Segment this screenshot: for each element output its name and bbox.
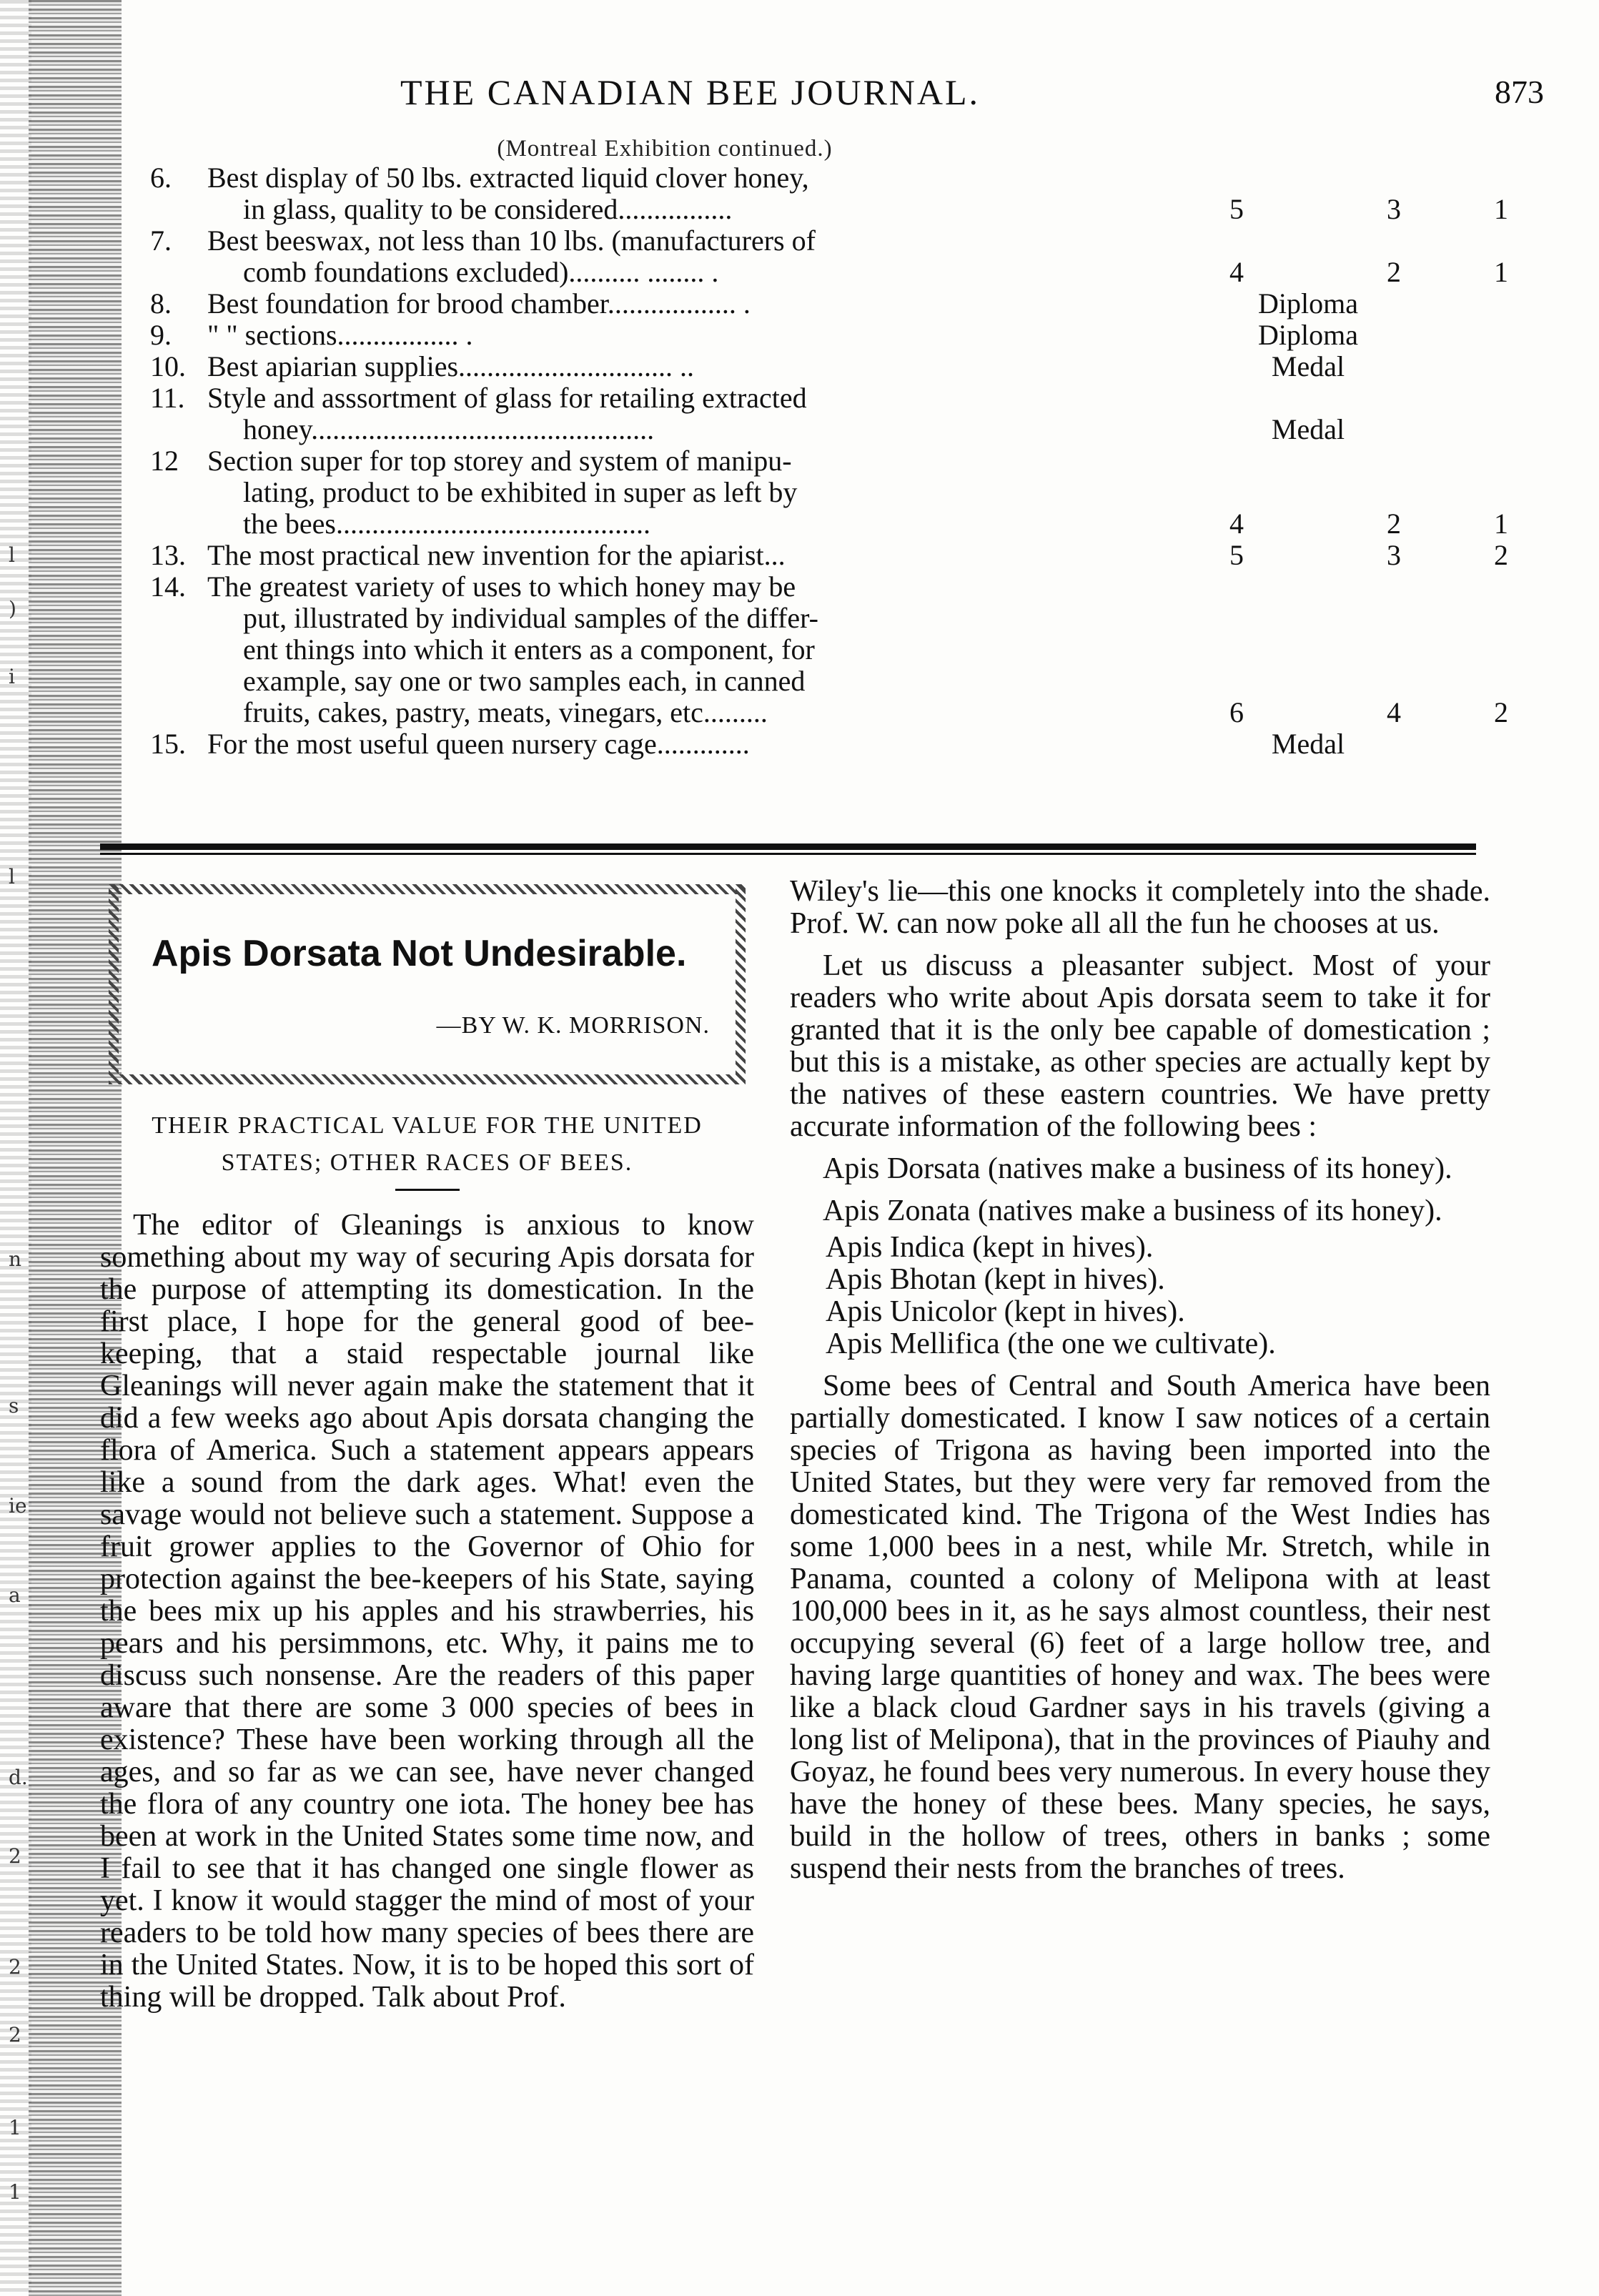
prize-empty — [1465, 351, 1537, 382]
prize-p2: 2 — [1387, 508, 1401, 540]
prize-row — [150, 540, 1537, 571]
prize-description — [207, 540, 1151, 571]
prize-description — [207, 445, 1151, 540]
prize-description-line: example, say one or two samples each, in canned — [243, 665, 806, 697]
binding-edge — [0, 0, 31, 2296]
prize-number: 8. — [150, 287, 172, 320]
prize-p1: 6 — [1229, 696, 1244, 728]
article-subhead — [100, 1107, 754, 1182]
margin-mark: 2 — [9, 1955, 21, 1979]
bee-list-item: Apis Unicolor (kept in hives). — [826, 1295, 1185, 1328]
margin-mark: 1 — [9, 2180, 21, 2204]
article-paragraph: Some bees of Central and South America have been partially domesticated. I know I saw notices of a certain species of Trigona as having been imported into the United States, but they were very far removed from the domesticated kind. The Trigona of the West Indies has some 1,000 bees in a nest, while Mr. Stretch, while in Panama, counted a colony of Melipona with at least 100,000 bees in it, as he says almost countless, their nest occupying several (6) feet of a large hollow tree, and having large quantities of honey and wax. The bees were like a black cloud Gardner says in his travels (giving a long list of Melipona), that in the provinces of Piauhy and Goyaz, he found bees very numerous. In every house they have the honey of these bees. Many species, he says, build in the hollow of trees, others in banks ; some suspend their nests from the branches of trees. — [790, 1370, 1490, 1885]
prize-empty — [1465, 320, 1537, 351]
prize-p3: 1 — [1494, 256, 1508, 288]
bee-list-item: Apis Indica (kept in hives). — [826, 1231, 1154, 1264]
prize-p2: 3 — [1387, 193, 1401, 225]
margin-mark: l — [9, 543, 15, 567]
prize-description — [207, 351, 1151, 382]
margin-mark: 1 — [9, 2116, 21, 2139]
prize-row — [150, 225, 1537, 288]
prize-award: Medal — [1271, 728, 1345, 760]
prize-p1: 4 — [1229, 508, 1244, 540]
prize-row — [150, 382, 1537, 445]
prize-description-line: comb foundations excluded).......... ........ . — [243, 256, 719, 288]
prize-row — [150, 288, 1537, 320]
prize-empty — [1465, 288, 1537, 320]
prize-row — [150, 351, 1537, 382]
prize-description-line: fruits, cakes, pastry, meats, vinegars, etc......... — [243, 696, 768, 728]
margin-mark: ie — [9, 1494, 27, 1518]
margin-mark: s — [9, 1394, 19, 1417]
prize-number: 12 — [150, 445, 179, 477]
prize-p1: 4 — [1229, 256, 1244, 288]
subhead-line: THEIR PRACTICAL VALUE FOR THE UNITED — [152, 1112, 703, 1139]
subhead-line: STATES; OTHER RACES OF BEES. — [221, 1149, 633, 1176]
prize-p3: 2 — [1494, 696, 1508, 728]
prize-p3: 1 — [1494, 193, 1508, 225]
margin-mark: l — [9, 865, 15, 889]
prize-p2: 2 — [1387, 256, 1401, 288]
page-number: 873 — [1495, 74, 1544, 110]
bee-entry: Apis Zonata (natives make a business of its honey). — [823, 1194, 1442, 1227]
prize-award: Medal — [1271, 350, 1345, 382]
prize-p2: 3 — [1387, 539, 1401, 571]
prize-row — [150, 320, 1537, 351]
prize-table — [150, 136, 1537, 760]
prize-description — [207, 225, 1151, 288]
prize-description-line: put, illustrated by individual samples of the differ- — [243, 602, 818, 634]
prize-row — [150, 162, 1537, 225]
prize-empty — [1465, 382, 1537, 445]
bee-list — [826, 1232, 1490, 1360]
prize-number: 9. — [150, 319, 172, 351]
prize-description-line: Best foundation for brood chamber.................. . — [207, 287, 751, 320]
section-divider-thin — [100, 853, 1476, 855]
article-title: Apis Dorsata Not Undesirable. — [152, 933, 687, 974]
prize-row — [150, 445, 1537, 540]
margin-mark: 2 — [9, 2023, 21, 2047]
prize-description-line: The most practical new invention for the apiarist... — [207, 539, 786, 571]
prize-row — [150, 571, 1537, 728]
prize-description-line: Best apiarian supplies.............................. .. — [207, 350, 695, 382]
prize-description-line: lating, product to be exhibited in super as left by — [243, 476, 798, 508]
prize-description-line: " " sections................. . — [207, 319, 473, 351]
prize-description — [207, 288, 1151, 320]
margin-mark: 2 — [9, 1844, 21, 1868]
margin-mark: i — [9, 665, 15, 688]
margin-mark: a — [9, 1583, 21, 1607]
prize-description-line: Section super for top storey and system of manipu- — [207, 445, 792, 477]
prize-number: 11. — [150, 382, 185, 414]
prize-description-line: For the most useful queen nursery cage............. — [207, 728, 750, 760]
prize-description-line: Best display of 50 lbs. extracted liquid clover honey, — [207, 162, 809, 194]
article-byline: —BY W. K. MORRISON. — [436, 1012, 710, 1039]
prize-p3: 1 — [1494, 508, 1508, 540]
margin-mark: d. — [9, 1766, 28, 1789]
prize-award: Diploma — [1258, 287, 1358, 320]
prize-description-line: in glass, quality to be considered................ — [243, 193, 733, 225]
margin-mark: n — [9, 1247, 22, 1271]
page-header — [400, 71, 1544, 122]
prize-number: 7. — [150, 224, 172, 257]
prize-description — [207, 320, 1151, 351]
article-title-box — [100, 876, 754, 1093]
bee-entry: Apis Dorsata (natives make a business of its honey). — [823, 1152, 1452, 1185]
journal-title: THE CANADIAN BEE JOURNAL. — [400, 72, 981, 112]
article-paragraph: The editor of Gleanings is anxious to know something about my way of securing Apis dorsata for the purpose of attempting its domestication. In the first place, I hope for the general good of bee-keeping, that a staid respectable journal like Gleanings will never again make the statement that it did a few weeks ago about Apis dorsata changing the flora of America. Such a statement appears appears like a sound from the dark ages. What! even the savage would not believe such a statement. Suppose a fruit grower applies to the Governor of Ohio for protection against the bee-keepers of his State, saying the bees mix up his apples and his strawberries, his pears and his persimmons, etc. Why, it pains me to discuss such nonsense. Are the readers of this paper aware that there are some 3 000 species of bees in existence? These have been working through all the ages, and so far as we can see, have never changed the flora of any country one iota. The honey bee has been at work in the United States some time now, and I fail to see that it has changed one single flower as yet. I know it would stagger the mind of most of your readers to be told how many species of bees there are in the United States. Now, it is to be hoped this sort of thing will be dropped. Talk about Prof. — [100, 1209, 754, 2014]
continued-label: (Montreal Exhibition continued.) — [497, 136, 833, 162]
prize-rows — [150, 162, 1537, 760]
prize-description-line: Style and asssortment of glass for retailing extracted — [207, 382, 807, 414]
prize-row — [150, 728, 1537, 760]
prize-p3: 2 — [1494, 539, 1508, 571]
prize-description-line: ent things into which it enters as a component, for — [243, 633, 815, 665]
prize-award: Diploma — [1258, 319, 1358, 351]
prize-p2: 4 — [1387, 696, 1401, 728]
prize-description-line: The greatest variety of uses to which honey may be — [207, 570, 796, 603]
article-right-column — [790, 876, 1490, 1885]
short-rule — [395, 1189, 460, 1191]
prize-p1: 5 — [1229, 193, 1244, 225]
prize-description-line: Best beeswax, not less than 10 lbs. (manufacturers of — [207, 224, 816, 257]
prize-empty — [1465, 728, 1537, 760]
section-divider — [100, 843, 1476, 850]
article-paragraph: Wiley's lie—this one knocks it completely into the shade. Prof. W. can now poke all all the fun he chooses at us. — [790, 875, 1490, 940]
bee-list-item: Apis Mellifica (the one we cultivate). — [826, 1327, 1276, 1360]
prize-number: 13. — [150, 539, 186, 571]
prize-number: 15. — [150, 728, 186, 760]
article-left-column — [100, 876, 754, 2014]
prize-description-line: honey................................................ — [243, 413, 655, 445]
margin-mark: ) — [9, 597, 16, 620]
prize-description-line: the bees............................................ — [243, 508, 650, 540]
prize-number: 10. — [150, 350, 186, 382]
prize-award: Medal — [1271, 413, 1345, 445]
prize-description — [207, 728, 1151, 760]
article-paragraph: Let us discuss a pleasanter subject. Most of your readers who write about Apis dorsata seem to take it for granted that it is the only bee capable of domestication ; but this is a mistake, as other species are actually kept by the natives of these eastern countries. We have pretty accurate information of the following bees : — [790, 949, 1490, 1143]
prize-description — [207, 162, 1151, 225]
prize-number: 14. — [150, 570, 186, 603]
prize-number: 6. — [150, 162, 172, 194]
prize-description — [207, 571, 1151, 728]
prize-description — [207, 382, 1151, 445]
prize-p1: 5 — [1229, 539, 1244, 571]
bee-list-item: Apis Bhotan (kept in hives). — [826, 1263, 1165, 1296]
